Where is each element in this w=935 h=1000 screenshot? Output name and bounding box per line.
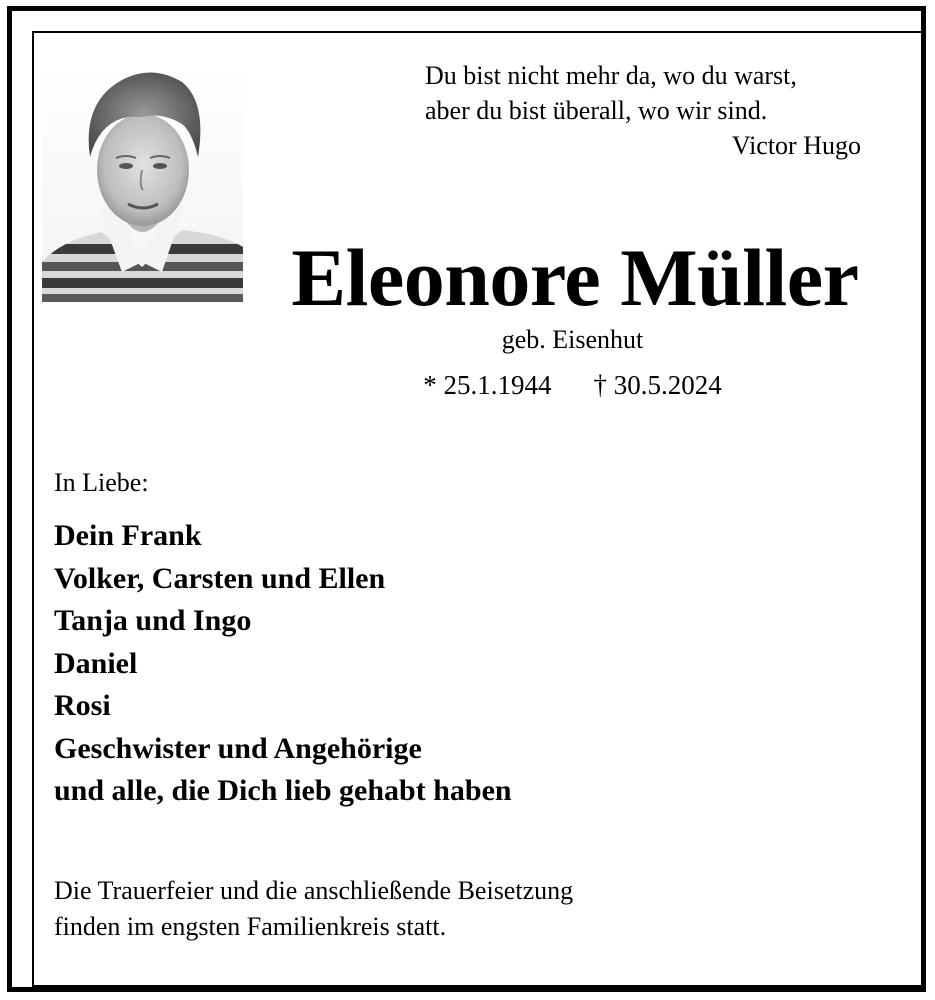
quote-line-1: Du bist nicht mehr da, wo du warst, bbox=[425, 61, 797, 90]
death-date: † 30.5.2024 bbox=[593, 370, 722, 400]
list-item: Dein Frank bbox=[54, 519, 202, 552]
list-item: Tanja und Ingo bbox=[54, 604, 252, 637]
life-dates bbox=[360, 367, 785, 403]
list-item: Volker, Carsten und Ellen bbox=[54, 561, 386, 595]
memorial-quote bbox=[425, 58, 875, 163]
mourners-list bbox=[54, 515, 512, 813]
list-item: Rosi bbox=[54, 689, 111, 722]
portrait-photo bbox=[42, 62, 243, 302]
birth-date: * 25.1.1944 bbox=[423, 370, 552, 400]
notice-line-2: finden im engsten Familienkreis statt. bbox=[54, 912, 447, 941]
list-item: Geschwister und Angehörige bbox=[54, 731, 422, 765]
notice-line-1: Die Trauerfeier und die anschließende Beisetzung bbox=[54, 876, 574, 905]
quote-author: Victor Hugo bbox=[731, 131, 861, 160]
mourners-intro: In Liebe: bbox=[54, 468, 149, 497]
list-item: Daniel bbox=[54, 646, 138, 680]
list-item: und alle, die Dich lieb gehabt haben bbox=[54, 774, 512, 807]
funeral-notice bbox=[54, 873, 754, 945]
deceased-name: Eleonore Müller bbox=[291, 232, 859, 323]
maiden-name: geb. Eisenhut bbox=[501, 325, 644, 354]
quote-line-2: aber du bist überall, wo wir sind. bbox=[425, 96, 768, 125]
